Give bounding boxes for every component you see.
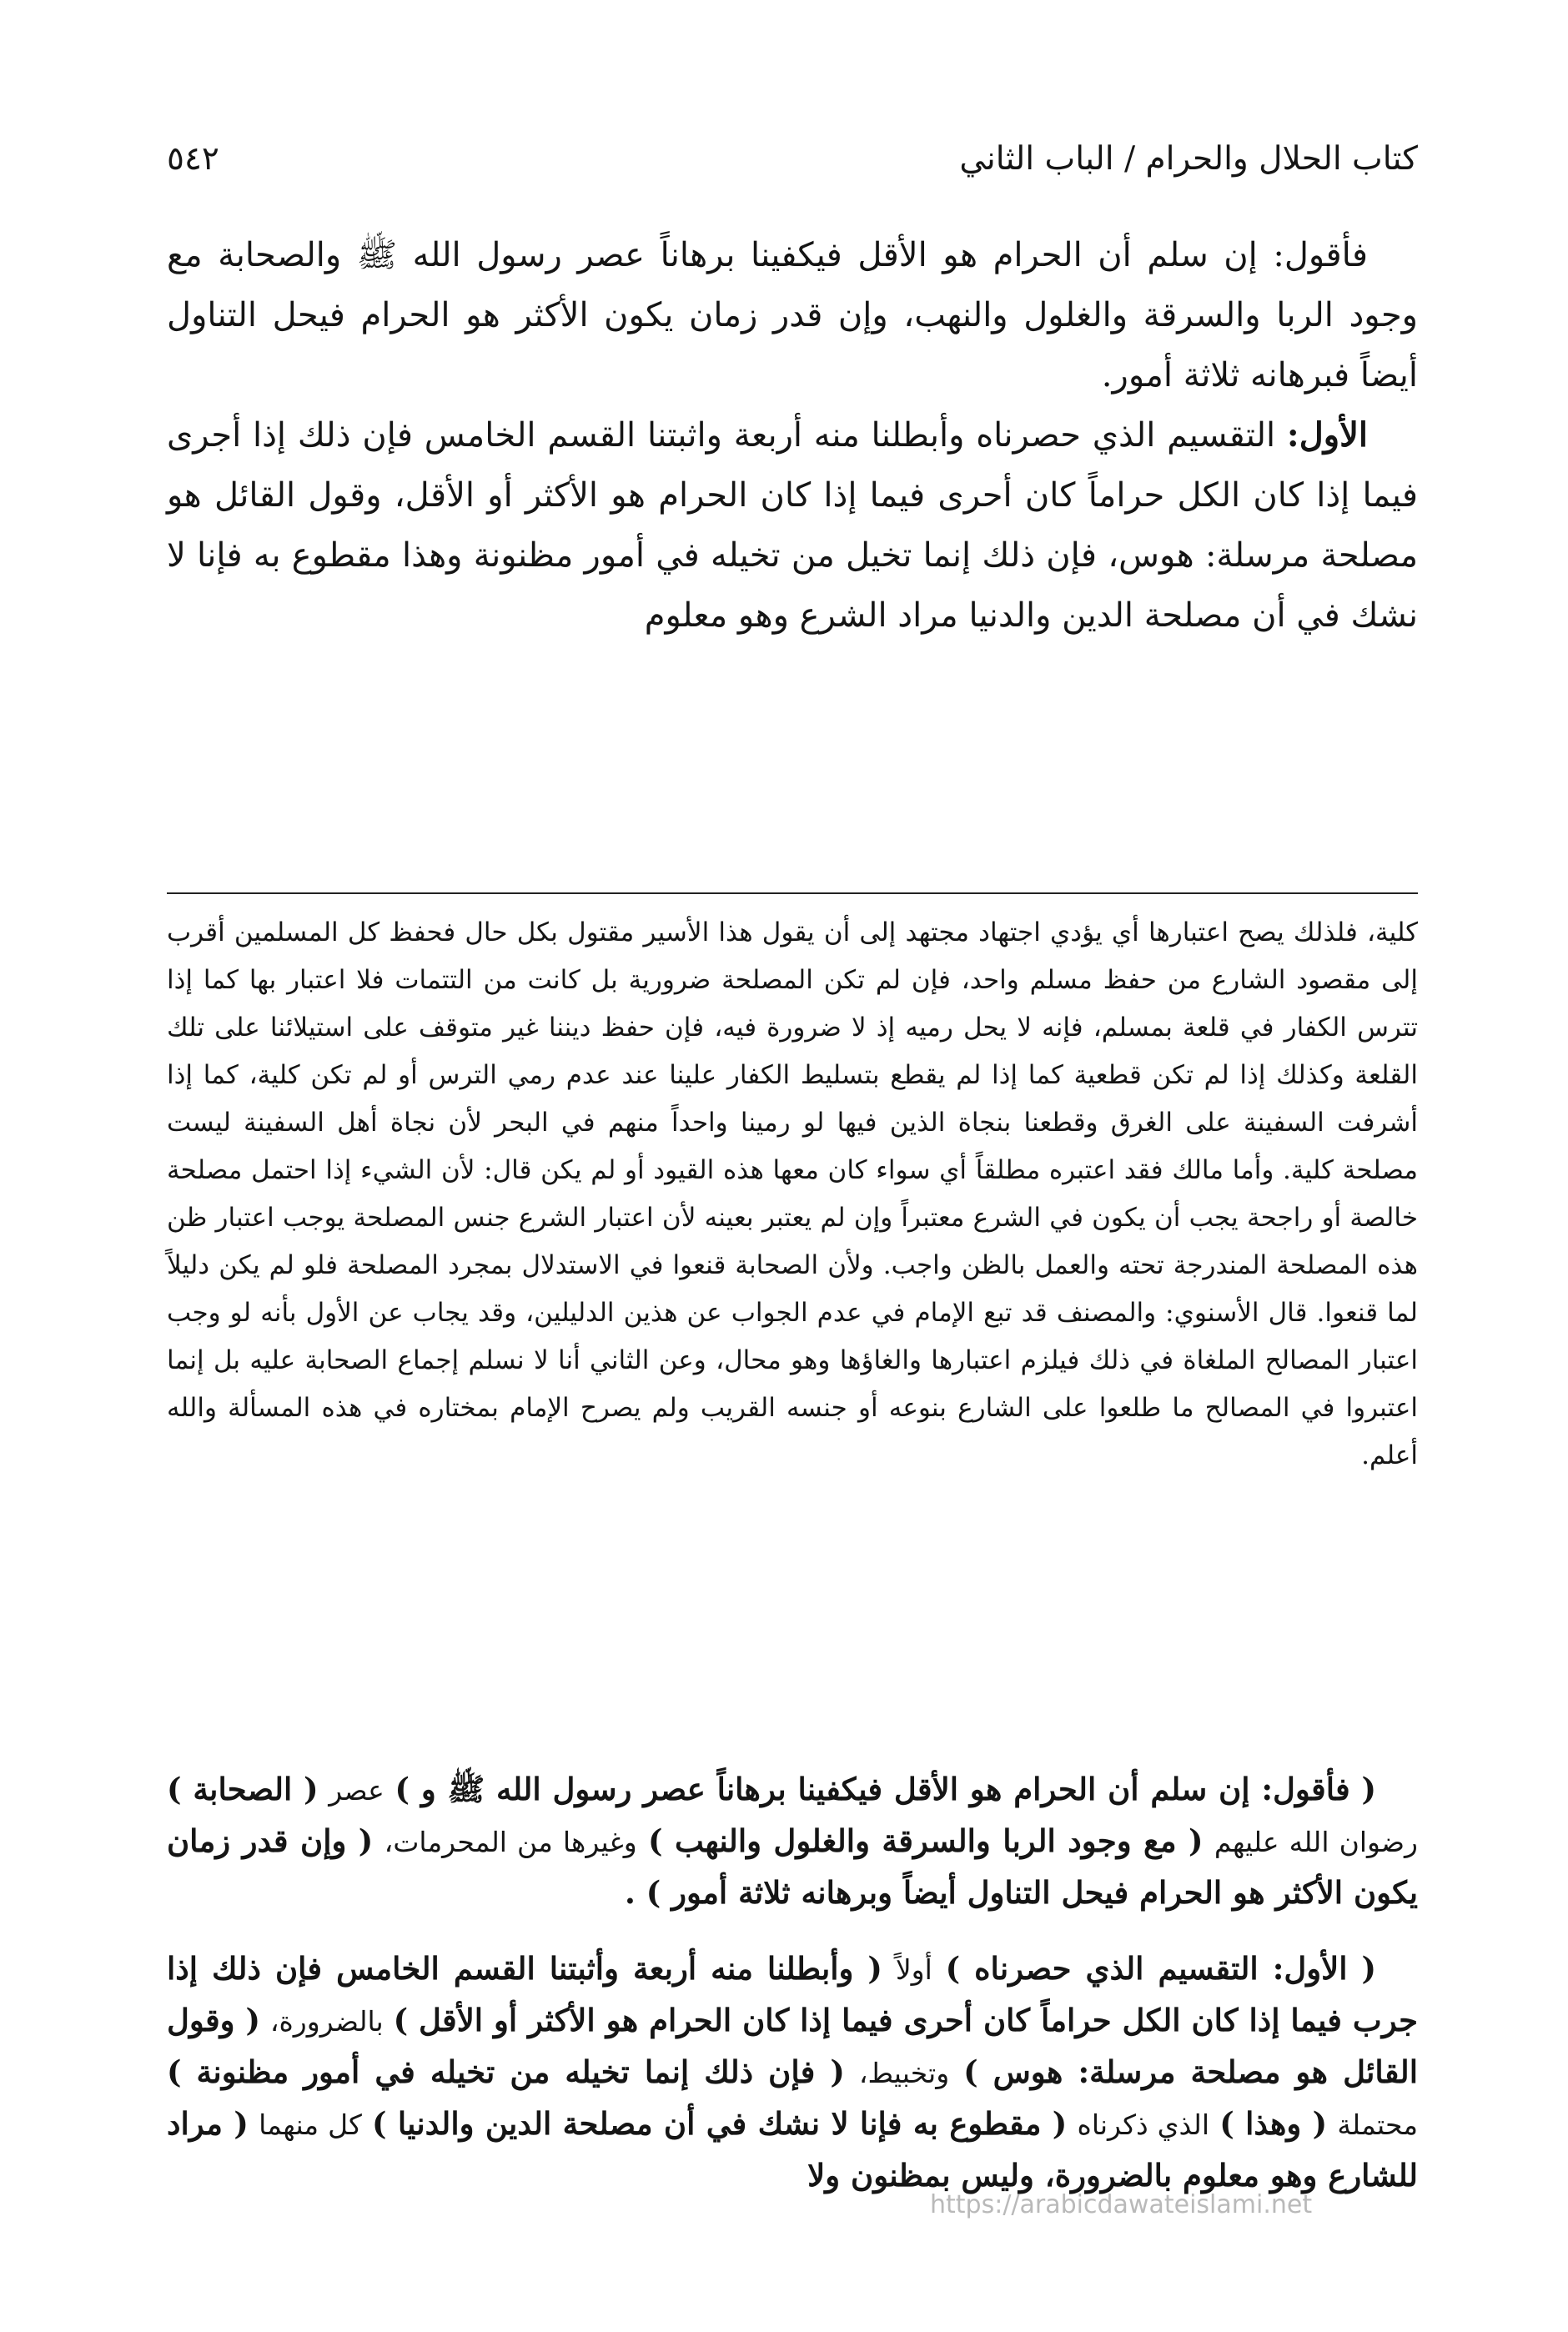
quoted-text: ( مراد للشارع وهو معلوم بالضرورة، وليس بمظنون ولا — [167, 2105, 1418, 2194]
explanation-text: محتملة — [1337, 2108, 1418, 2141]
quoted-text: ( الأول: التقسيم الذي حصرناه ) — [945, 1950, 1376, 1987]
quoted-text: ( وإن قدر زمان يكون الأكثر هو الحرام فيحل التناول أيضاً وبرهانه ثلاثة أمور ) . — [167, 1822, 1418, 1911]
commentary-text: كلية، فلذلك يصح اعتبارها أي يؤدي اجتهاد مجتهد إلى أن يقول هذا الأسير مقتول بكل حال فحفظ كل المسلمين أقرب إلى مقصود الشارع من حفظ مسلم واحد، فإن لم تكن المصلحة ضرورية بل كانت من التتمات فلا اعتبار بها كما إذا تترس الكفار في قلعة بمسلم، فإنه لا يحل رميه إذ لا ضرورة فيه، فإن حفظ ديننا غير متوقف على استيلائنا على تلك القلعة وكذلك إذا لم تكن قطعية كما إذا لم يقطع بتسليط الكفار علينا عند عدم رمي الترس أو لم تكن كلية، كما إذا أشرفت السفينة على الغرق وقطعنا بنجاة الذين فيها لو رمينا واحداً منهم في البحر لأن نجاة أهل السفينة ليست مصلحة كلية. وأما مالك فقد اعتبره مطلقاً أي سواء كان معها هذه القيود أو لم يكن قال: لأن الشيء إذا احتمل مصلحة خالصة أو راجحة يجب أن يكون في الشرع معتبراً وإن لم يعتبر بعينه لأن اعتبار الشرع جنس المصلحة يوجب اعتبار ظن هذه المصلحة المندرجة تحته والعمل بالظن واجب. ولأن الصحابة قنعوا في الاستدلال بمجرد المصلحة فلو لم يكن دليلاً لما قنعوا. قال الأسنوي: والمصنف قد تبع الإمام في عدم الجواب عن هذين الدليلين، وقد يجاب عن الأول بأنه لو وجب اعتبار المصالح الملغاة في ذلك فيلزم اعتبارها والغاؤها وهو محال، وعن الثاني أنا لا نسلم إجماع الصحابة عليه بل إنما اعتبروا في المصالح ما طلعوا على الشارع بنوعه أو جنسه القريب ولم يصرح الإمام بمختاره في هذه المسألة والله أعلم. — [167, 917, 1418, 1470]
main-paragraph-2-body: التقسيم الذي حصرناه وأبطلنا منه أربعة واثبتنا القسم الخامس فإن ذلك إذا أجرى فيما إذا كان الكل حراماً كان أحرى فيما إذا كان الحرام هو الأكثر أو الأقل، وقول القائل هو مصلحة مرسلة: هوس، فإن ذلك إنما تخيل من تخيله في أمور مظنونة وهذا مقطوع به فإنا لا نشك في أن مصلحة الدين والدنيا مراد الشرع وهو معلوم — [167, 416, 1418, 635]
explanation-text: عصر — [329, 1774, 384, 1807]
main-paragraph-1: فأقول: إن سلم أن الحرام هو الأقل فيكفينا برهاناً عصر رسول الله ﷺ والصحابة مع وجود الربا والسرقة والغلول والنهب، وإن قدر زمان يكون الأكثر هو الحرام فيحل التناول أيضاً فبرهانه ثلاثة أمور. — [167, 236, 1418, 395]
sharh-paragraph-2 — [167, 1943, 1418, 2201]
commentary-footnote — [167, 909, 1418, 1480]
source-watermark: https://arabicdawateislami.net — [930, 2190, 1313, 2219]
main-paragraph-2 — [167, 405, 1418, 646]
explanation-text: الذي ذكرناه — [1077, 2108, 1210, 2141]
explanation-text: كل منهما — [259, 2108, 362, 2141]
explanation-text: أولاً — [895, 1953, 932, 1986]
quoted-text: ( وهذا ) — [1219, 2105, 1328, 2142]
quoted-text: ( مع وجود الربا والسرقة والغلول والنهب ) — [648, 1822, 1204, 1859]
book-title: كتاب الحلال والحرام / الباب الثاني — [959, 139, 1418, 178]
running-header — [167, 125, 1418, 192]
quoted-text: ( فإن ذلك إنما تخيله من تخيله في أمور مظنونة ) — [167, 2053, 845, 2090]
main-paragraph-2-lead: الأول: — [1286, 415, 1368, 455]
explanation-text: بالضرورة، — [269, 2005, 384, 2038]
book-page — [167, 125, 1418, 2294]
quoted-text: ( وقول القائل هو مصلحة مرسلة: هوس ) — [167, 2002, 1418, 2090]
sharh-paragraph-1 — [167, 1764, 1418, 1918]
page-number: ٥٤٢ — [167, 139, 219, 178]
quoted-text: ( فأقول: إن سلم أن الحرام هو الأقل فيكفينا برهاناً عصر رسول الله ﷺ و ) — [395, 1771, 1376, 1807]
quoted-text: ( وأبطلنا منه أربعة وأثبتنا القسم الخامس فإن ذلك إذا جرب فيما إذا كان الكل حراماً كان أحرى فيما إذا كان الحرام هو الأكثر أو الأقل ) — [167, 1950, 1418, 2038]
sharh-section — [167, 1764, 1418, 2226]
quoted-text: ( مقطوع به فإنا لا نشك في أن مصلحة الدين والدنيا ) — [372, 2105, 1068, 2142]
footnote-divider — [167, 892, 1418, 894]
explanation-text: وتخبيط، — [858, 2057, 950, 2089]
explanation-text: وغيرها من المحرمات، — [384, 1826, 637, 1858]
quoted-text: ( الصحابة ) — [167, 1771, 319, 1807]
main-text — [167, 225, 1418, 646]
explanation-text: رضوان الله عليهم — [1214, 1826, 1418, 1858]
